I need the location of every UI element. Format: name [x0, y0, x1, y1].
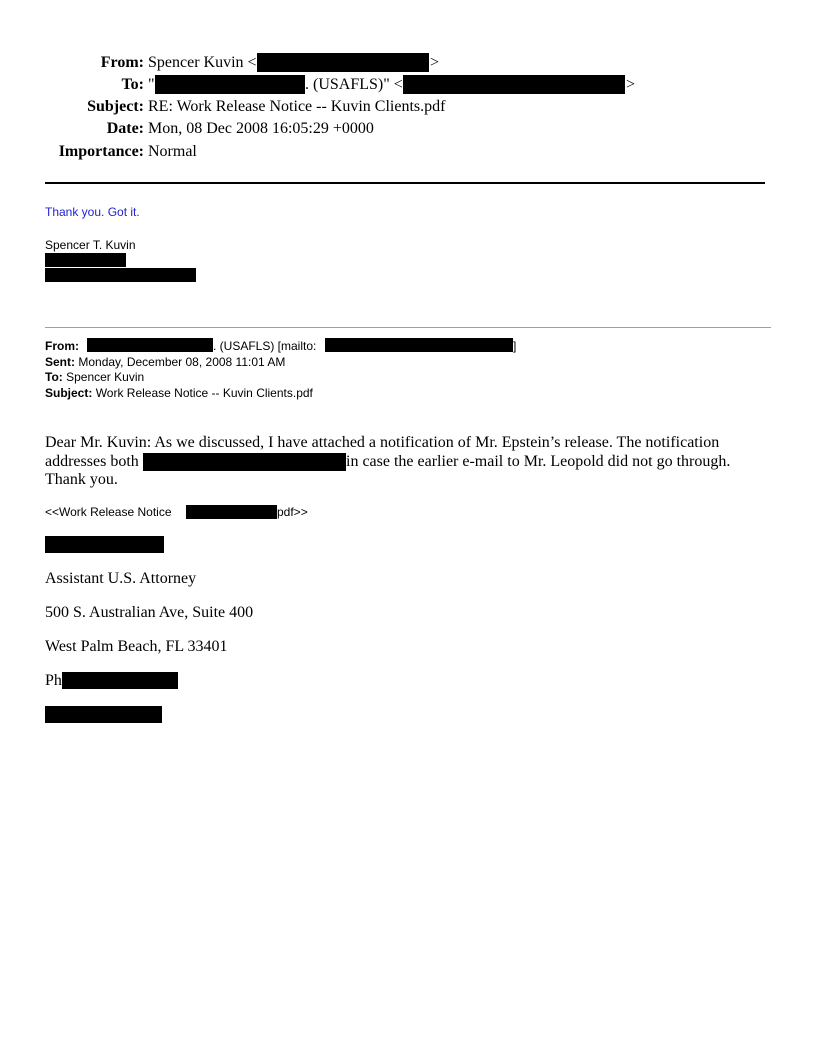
importance-label: Importance: [58, 143, 144, 160]
redaction-box [257, 53, 429, 72]
forward-divider [45, 327, 771, 328]
body-line-2-end: in case the earlier e-mail to Mr. Leopold did not go through. [346, 452, 731, 470]
fwd-from-close: ] [513, 339, 517, 353]
header-divider [45, 182, 765, 184]
redaction-box [45, 268, 196, 282]
redaction-box [403, 75, 625, 94]
from-value: Spencer Kuvin < [148, 54, 257, 71]
attachment-link-start[interactable]: <<Work Release Notice [45, 505, 172, 519]
to-value: . (USAFLS)" < [305, 76, 403, 93]
body-line-1: Dear Mr. Kuvin: As we discussed, I have attached a notification of Mr. Epstein’s release. The notification [45, 434, 720, 451]
subject-value: RE: Work Release Notice -- Kuvin Clients.pdf [148, 98, 446, 115]
to-close: > [626, 76, 636, 93]
date-label: Date: [106, 120, 144, 137]
signature-title: Assistant U.S. Attorney [45, 570, 197, 587]
attachment-link-end[interactable]: pdf>> [277, 505, 308, 519]
signature-phone-prefix: Ph [45, 672, 62, 689]
to-label: To: [121, 76, 144, 93]
redaction-box [143, 453, 346, 471]
reply-message: Thank you. Got it. [45, 205, 140, 219]
fwd-subject-label: Subject: [45, 385, 93, 400]
to-open-quote: " [148, 76, 155, 93]
redaction-box [45, 253, 126, 267]
fwd-sent-value: Monday, December 08, 2008 11:01 AM [78, 354, 286, 369]
fwd-subject-value: Work Release Notice -- Kuvin Clients.pdf [95, 385, 313, 400]
date-value: Mon, 08 Dec 2008 16:05:29 +0000 [148, 120, 374, 137]
importance-value: Normal [148, 143, 197, 160]
fwd-sent-label: Sent: [45, 354, 75, 369]
signature-name: Spencer T. Kuvin [45, 238, 136, 252]
redaction-box [87, 338, 213, 352]
fwd-from-label: From: [45, 339, 79, 353]
redaction-box [45, 706, 162, 723]
redaction-box [325, 338, 513, 352]
redaction-box [62, 672, 178, 689]
fwd-to-label: To: [45, 370, 63, 384]
signature-address-2: West Palm Beach, FL 33401 [45, 638, 228, 655]
fwd-from-value: . (USAFLS) [mailto: [213, 339, 317, 353]
subject-label: Subject: [87, 98, 144, 115]
from-label: From: [100, 54, 144, 71]
body-line-3: Thank you. [45, 471, 118, 488]
redaction-box [45, 536, 164, 553]
fwd-to-value: Spencer Kuvin [66, 370, 145, 384]
from-close: > [430, 54, 440, 71]
redaction-box [155, 75, 305, 94]
redaction-box [186, 505, 277, 519]
signature-address-1: 500 S. Australian Ave, Suite 400 [45, 604, 254, 621]
body-line-2-start: addresses both [45, 452, 139, 470]
